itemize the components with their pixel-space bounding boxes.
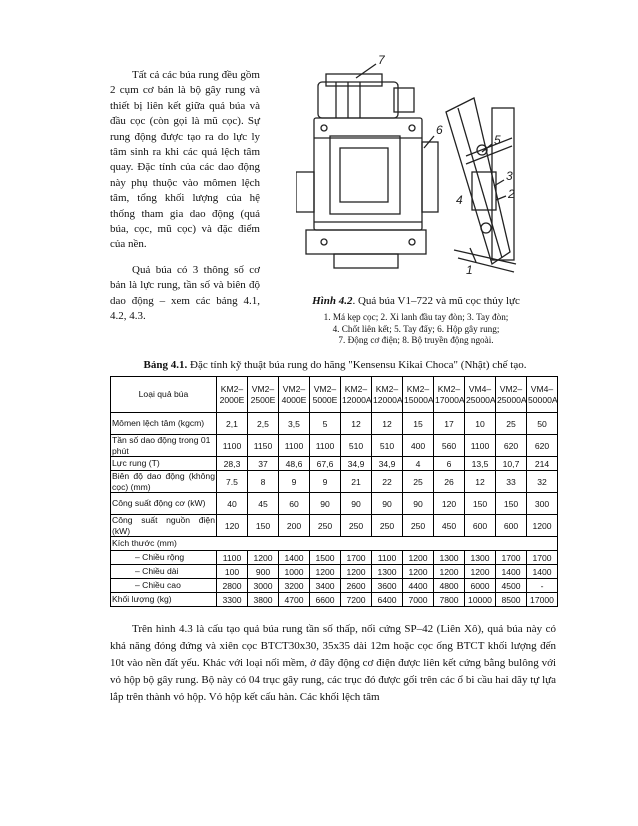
figure-title: . Quả búa V1–722 và mũ cọc thủy lực xyxy=(352,295,520,307)
table-cell: 120 xyxy=(217,515,248,537)
table-cell: 13,5 xyxy=(465,457,496,471)
table-cell: 90 xyxy=(310,493,341,515)
table-cell: 100 xyxy=(217,565,248,579)
table-cell: 6 xyxy=(434,457,465,471)
table-cell: 300 xyxy=(527,493,558,515)
table-cell: 250 xyxy=(403,515,434,537)
table-cell: 8500 xyxy=(496,593,527,607)
spec-table xyxy=(110,376,558,607)
intro-paragraph-2: Quả búa có 3 thông số cơ bản là lực rung, tần số và biên độ dao động – xem các bảng 4.1, 4.2, 4.3. xyxy=(110,263,260,323)
table-cell: 32 xyxy=(527,471,558,493)
table-row xyxy=(111,565,558,579)
table-cell: 40 xyxy=(217,493,248,515)
table-cell: 7200 xyxy=(341,593,372,607)
table-row xyxy=(111,471,558,493)
body-paragraph: Trên hình 4.3 là cấu tạo quả búa rung tần số thấp, nối cứng SP–42 (Liên Xô), quả búa này có khả năng đóng đứng và xiên cọc BTCT30x30, 35x35 dài 12m hoặc cọc ống BTCT khối lượng đến 10t vào nền đất yếu. Khác với loại nối mềm, ở đây động cơ điện được liên kết cứng bằng bulông với vỏ hộp bộ gây rung. Bộ này có 04 trục gây rung, các trục đó được gối trên các ổ bi cầu hai dãy tự lựa lắp trên thành vỏ hộp. Vỏ hộp kết cấu hàn. Các khối lệch tâm xyxy=(110,623,556,703)
table-cell: 22 xyxy=(372,471,403,493)
table-cell: 1200 xyxy=(341,565,372,579)
table-cell: 28,3 xyxy=(217,457,248,471)
model-header: KM2–12000A xyxy=(341,377,372,413)
table-cell: 8 xyxy=(248,471,279,493)
table-cell: 4700 xyxy=(279,593,310,607)
part-label-4: 4 xyxy=(456,193,463,207)
table-cell: 6600 xyxy=(310,593,341,607)
model-header: VM4–50000A xyxy=(527,377,558,413)
row-label: Mômen lệch tâm (kgcm) xyxy=(111,413,217,435)
figure-legend xyxy=(286,312,546,347)
intro-paragraph-1: Tất cả các búa rung đều gồm 2 cụm cơ bản là bộ gây rung và thiết bị liên kết giữa quả búa và đầu cọc (còn gọi là mũ cọc). Sự rung động được tạo ra do lực ly tâm sinh ra khi các quả lệch tâm quay. Đặc tính của các dao động này phụ thuộc vào mômen lệch tâm, tổng khối lượng của hệ thống tham gia dao động (quả búa, cọc, mũ cọc) và đặc điểm của nền. xyxy=(110,69,260,251)
table-cell: 120 xyxy=(434,493,465,515)
table-cell: 67,6 xyxy=(310,457,341,471)
table-cell: 90 xyxy=(341,493,372,515)
row-label: Tần số dao động trong 01 phút xyxy=(111,435,217,457)
table-cell: 1200 xyxy=(248,551,279,565)
part-label-3: 3 xyxy=(506,169,513,183)
table-title xyxy=(110,359,560,371)
table-cell: - xyxy=(527,579,558,593)
row-label: Biên độ dao động (không cọc) (mm) xyxy=(112,471,215,492)
table-cell: 3800 xyxy=(248,593,279,607)
table-cell: 1100 xyxy=(279,435,310,457)
table-header-row xyxy=(111,377,558,413)
table-cell: 3,5 xyxy=(279,413,310,435)
table-cell: 600 xyxy=(496,515,527,537)
table-row xyxy=(111,551,558,565)
table-cell: 60 xyxy=(279,493,310,515)
table-cell: 1500 xyxy=(310,551,341,565)
table-cell: 1200 xyxy=(403,565,434,579)
model-header: VM4–25000A xyxy=(465,377,496,413)
row-label: – Chiều cao xyxy=(111,579,217,593)
table-cell: 1200 xyxy=(310,565,341,579)
figure-vibro-hammer-drawing xyxy=(296,52,528,284)
table-cell: 7000 xyxy=(403,593,434,607)
table-cell: 10 xyxy=(465,413,496,435)
part-label-2: 2 xyxy=(508,187,515,201)
table-cell: 4 xyxy=(403,457,434,471)
table-cell: 3200 xyxy=(279,579,310,593)
row-label: Lực rung (T) xyxy=(111,457,217,471)
table-cell: 150 xyxy=(465,493,496,515)
legend-line: 4. Chốt liên kết; 5. Tay đẩy; 6. Hộp gây rung; xyxy=(332,323,500,334)
table-cell: 1700 xyxy=(341,551,372,565)
model-header: VM2–2500E xyxy=(248,377,279,413)
vibro-hammer-illustration xyxy=(296,52,528,284)
table-cell: 90 xyxy=(403,493,434,515)
header-label: Loại quả búa xyxy=(111,377,217,413)
table-number: Bảng 4.1. xyxy=(143,359,188,371)
table-cell: 1200 xyxy=(465,565,496,579)
table-cell: 620 xyxy=(496,435,527,457)
table-cell: 1100 xyxy=(217,551,248,565)
table-cell: 12 xyxy=(372,413,403,435)
row-label: – Chiều rộng xyxy=(111,551,217,565)
table-cell: 10000 xyxy=(465,593,496,607)
table-cell: 1000 xyxy=(279,565,310,579)
table-title-text: Đặc tính kỹ thuật búa rung do hãng "Kensensu Kikai Choca" (Nhật) chế tạo. xyxy=(187,359,527,371)
table-cell: 17 xyxy=(434,413,465,435)
table-cell: 15 xyxy=(403,413,434,435)
table-cell: 25 xyxy=(496,413,527,435)
table-cell: 1300 xyxy=(434,551,465,565)
table-row xyxy=(111,579,558,593)
table-cell: 214 xyxy=(527,457,558,471)
table-cell: 3300 xyxy=(217,593,248,607)
table-cell: 1700 xyxy=(527,551,558,565)
legend-line: 1. Má kẹp cọc; 2. Xi lanh đầu tay đòn; 3. Tay đòn; xyxy=(323,312,509,322)
figure-number: Hình 4.2 xyxy=(312,295,353,307)
table-cell: 150 xyxy=(248,515,279,537)
model-header: KM2–12000A xyxy=(372,377,403,413)
table-row xyxy=(111,493,558,515)
model-header: VM2–25000A xyxy=(496,377,527,413)
table-row xyxy=(111,537,558,551)
table-cell: 2,5 xyxy=(248,413,279,435)
table-cell: 510 xyxy=(341,435,372,457)
model-header: KM2–17000A xyxy=(434,377,465,413)
table-cell: 1300 xyxy=(372,565,403,579)
table-cell: 1400 xyxy=(279,551,310,565)
part-label-5: 5 xyxy=(494,133,501,147)
table-row xyxy=(111,515,558,537)
table-cell: 3600 xyxy=(372,579,403,593)
table-cell: 7.5 xyxy=(217,471,248,493)
table-cell: 1100 xyxy=(372,551,403,565)
table-cell: 4400 xyxy=(403,579,434,593)
intro-text xyxy=(110,68,260,335)
table-cell: 17000 xyxy=(527,593,558,607)
model-header: KM2–15000A xyxy=(403,377,434,413)
table-cell: 5 xyxy=(310,413,341,435)
table-cell: 34,9 xyxy=(372,457,403,471)
table-cell: 1200 xyxy=(527,515,558,537)
table-cell: 4800 xyxy=(434,579,465,593)
table-cell: 33 xyxy=(496,471,527,493)
table-cell: 6000 xyxy=(465,579,496,593)
table-cell: 510 xyxy=(372,435,403,457)
table-cell: 200 xyxy=(279,515,310,537)
table-cell: 21 xyxy=(341,471,372,493)
table-cell: 1100 xyxy=(310,435,341,457)
legend-line: 7. Động cơ điện; 8. Bộ truyền động ngoài. xyxy=(338,335,494,346)
table-cell: 1100 xyxy=(217,435,248,457)
row-label: Công suất động cơ (kW) xyxy=(111,493,217,515)
row-label: Khối lượng (kg) xyxy=(111,593,217,607)
table-cell: 3000 xyxy=(248,579,279,593)
table-cell: 12 xyxy=(465,471,496,493)
table-cell: 2600 xyxy=(341,579,372,593)
table-cell: 10,7 xyxy=(496,457,527,471)
model-header: KM2–2000E xyxy=(217,377,248,413)
table-cell: 900 xyxy=(248,565,279,579)
table-cell: 90 xyxy=(372,493,403,515)
figure-caption xyxy=(286,295,546,307)
table-row xyxy=(111,435,558,457)
table-cell: 3400 xyxy=(310,579,341,593)
table-cell: 26 xyxy=(434,471,465,493)
table-cell: 1100 xyxy=(465,435,496,457)
table-cell: 9 xyxy=(310,471,341,493)
table-cell: 2800 xyxy=(217,579,248,593)
table-cell: 4500 xyxy=(496,579,527,593)
table-cell: 250 xyxy=(310,515,341,537)
table-cell: 250 xyxy=(372,515,403,537)
table-cell: 34,9 xyxy=(341,457,372,471)
table-cell: 6400 xyxy=(372,593,403,607)
table-cell: 150 xyxy=(496,493,527,515)
table-cell: 25 xyxy=(403,471,434,493)
table-cell: 450 xyxy=(434,515,465,537)
table-cell: 1200 xyxy=(434,565,465,579)
table-row xyxy=(111,593,558,607)
table-row xyxy=(111,413,558,435)
table-cell: 600 xyxy=(465,515,496,537)
table-cell: 9 xyxy=(279,471,310,493)
table-cell: 12 xyxy=(341,413,372,435)
table-cell: 48,6 xyxy=(279,457,310,471)
row-label: – Chiều dài xyxy=(111,565,217,579)
table-cell: 1150 xyxy=(248,435,279,457)
table-cell: 45 xyxy=(248,493,279,515)
dimension-group-label: Kích thước (mm) xyxy=(111,537,558,551)
model-header: VM2–4000E xyxy=(279,377,310,413)
body-text xyxy=(110,621,556,706)
table-cell: 50 xyxy=(527,413,558,435)
table-cell: 7800 xyxy=(434,593,465,607)
part-label-1: 1 xyxy=(466,263,473,277)
table-cell: 1200 xyxy=(403,551,434,565)
table-cell: 560 xyxy=(434,435,465,457)
table-cell: 400 xyxy=(403,435,434,457)
part-label-6: 6 xyxy=(436,123,443,137)
table-cell: 37 xyxy=(248,457,279,471)
table-row xyxy=(111,457,558,471)
table-cell: 1700 xyxy=(496,551,527,565)
table-cell: 1300 xyxy=(465,551,496,565)
table-cell: 1400 xyxy=(527,565,558,579)
table-cell: 1400 xyxy=(496,565,527,579)
table-cell: 620 xyxy=(527,435,558,457)
part-label-7: 7 xyxy=(378,53,385,67)
row-label: Công suất nguồn điện (kW) xyxy=(112,515,215,536)
table-cell: 2,1 xyxy=(217,413,248,435)
table-cell: 250 xyxy=(341,515,372,537)
model-header: VM2–5000E xyxy=(310,377,341,413)
